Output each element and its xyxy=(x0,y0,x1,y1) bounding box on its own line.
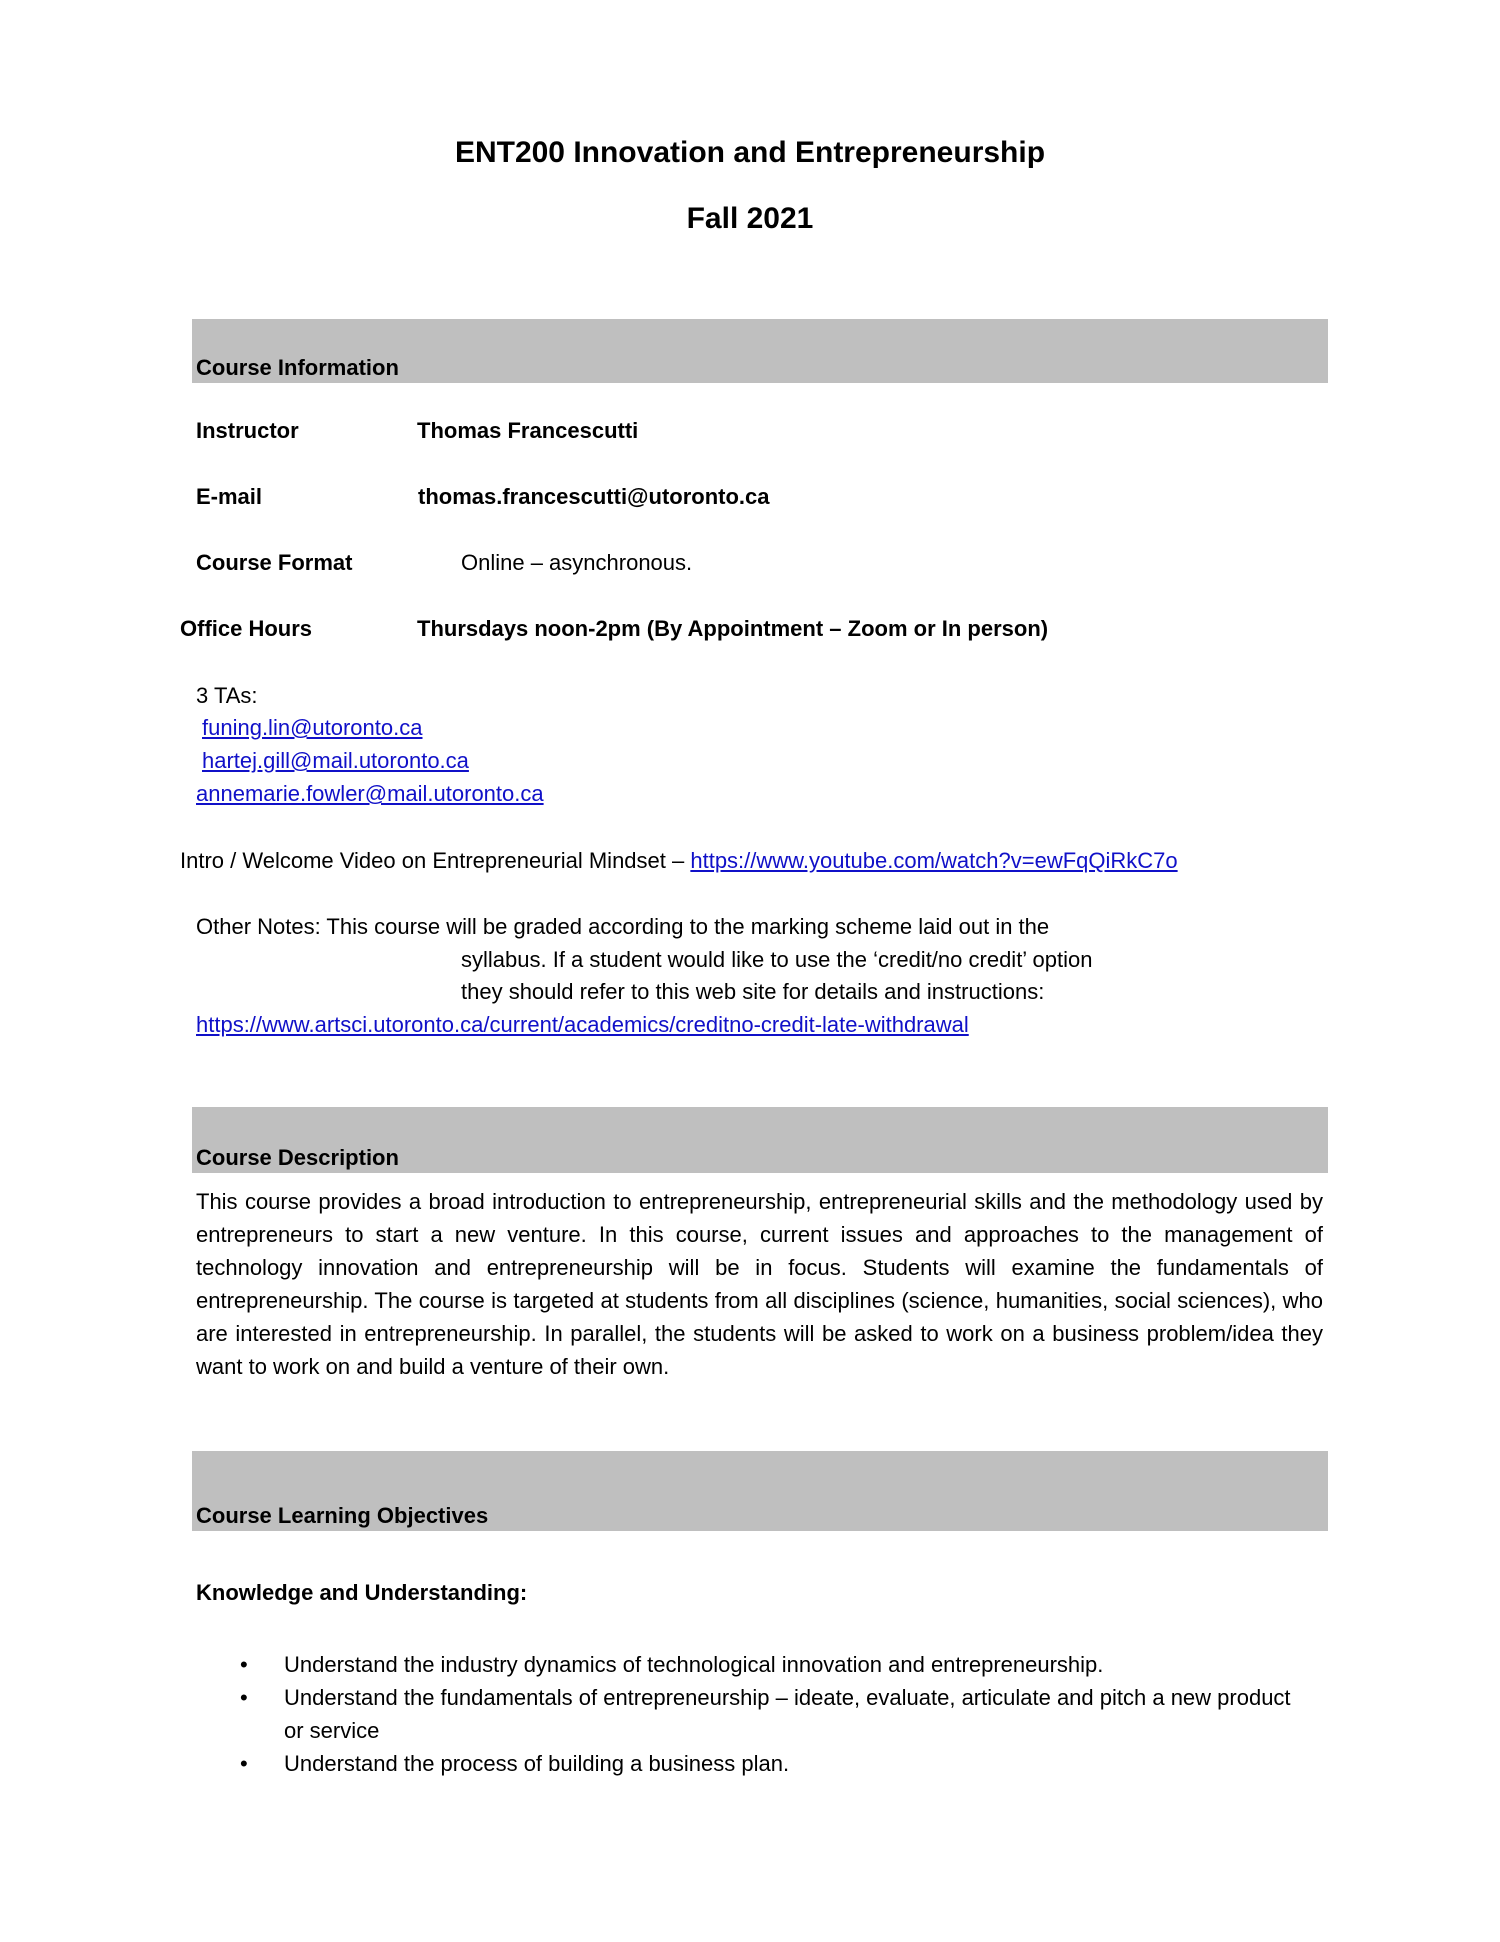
ta-email-link[interactable]: funing.lin@utoronto.ca xyxy=(202,715,423,740)
list-item xyxy=(0,1681,1314,1747)
ta-email-link[interactable]: hartej.gill@mail.utoronto.ca xyxy=(202,748,469,773)
intro-video-link[interactable]: https://www.youtube.com/watch?v=ewFqQiRkC7o xyxy=(690,848,1178,873)
instructor-label: Instructor xyxy=(196,418,299,443)
section-bar-course-description xyxy=(192,1107,1328,1173)
instructor-value: Thomas Francescutti xyxy=(417,418,639,443)
page-term: Fall 2021 xyxy=(686,202,814,235)
objective-text: Understand the fundamentals of entrepreneurship – ideate, evaluate, articulate and pitch a new product or service xyxy=(284,1685,1291,1743)
tas-label: 3 TAs: xyxy=(196,683,258,708)
objectives-list xyxy=(0,1648,1500,1780)
section-bar-learning-objectives xyxy=(192,1451,1328,1531)
email-value: thomas.francescutti@utoronto.ca xyxy=(418,484,770,509)
other-notes-line: they should refer to this web site for details and instructions: xyxy=(461,979,1045,1004)
intro-video-label: Intro / Welcome Video on Entrepreneurial Mindset – xyxy=(180,848,691,873)
other-notes-line: Other Notes: This course will be graded according to the marking scheme laid out in the xyxy=(196,914,1050,939)
email-label: E-mail xyxy=(196,484,263,509)
course-format-value: Online – asynchronous. xyxy=(461,550,693,575)
section-heading-learning-objectives: Course Learning Objectives xyxy=(196,1503,489,1528)
bullet-icon: • xyxy=(240,1751,248,1776)
section-heading-course-description: Course Description xyxy=(196,1145,399,1170)
credit-no-credit-link[interactable]: https://www.artsci.utoronto.ca/current/academics/creditno-credit-late-withdrawal xyxy=(196,1012,969,1037)
objective-text: Understand the industry dynamics of technological innovation and entrepreneurship. xyxy=(284,1652,1104,1677)
course-format-label: Course Format xyxy=(196,550,353,575)
knowledge-subheading: Knowledge and Understanding: xyxy=(196,1580,528,1605)
page-title: ENT200 Innovation and Entrepreneurship xyxy=(454,136,1046,169)
objective-text: Understand the process of building a business plan. xyxy=(284,1751,790,1776)
office-hours-label: Office Hours xyxy=(180,616,313,641)
section-heading-course-information: Course Information xyxy=(196,355,399,380)
bullet-icon: • xyxy=(240,1652,248,1677)
intro-video-line xyxy=(180,848,1178,874)
section-bar-course-information xyxy=(192,319,1328,383)
ta-email-link[interactable]: annemarie.fowler@mail.utoronto.ca xyxy=(196,781,544,806)
office-hours-value: Thursdays noon-2pm (By Appointment – Zoom or In person) xyxy=(417,616,1049,641)
list-item xyxy=(0,1747,1314,1780)
other-notes-line: syllabus. If a student would like to use the ‘credit/no credit’ option xyxy=(461,947,1093,972)
list-item xyxy=(0,1648,1314,1681)
bullet-icon: • xyxy=(240,1685,248,1710)
course-description-body: This course provides a broad introduction to entrepreneurship, entrepreneurial skills and the methodology used by entrepreneurs to start a new venture. In this course, current issues and approaches to the management of technology innovation and entrepreneurship will be in focus. Students will examine the fundamentals of entrepreneurship. The course is targeted at students from all disciplines (science, humanities, social sciences), who are interested in entrepreneurship. In parallel, the students will be asked to work on a business problem/idea they want to work on and build a venture of their own. xyxy=(196,1189,1323,1379)
